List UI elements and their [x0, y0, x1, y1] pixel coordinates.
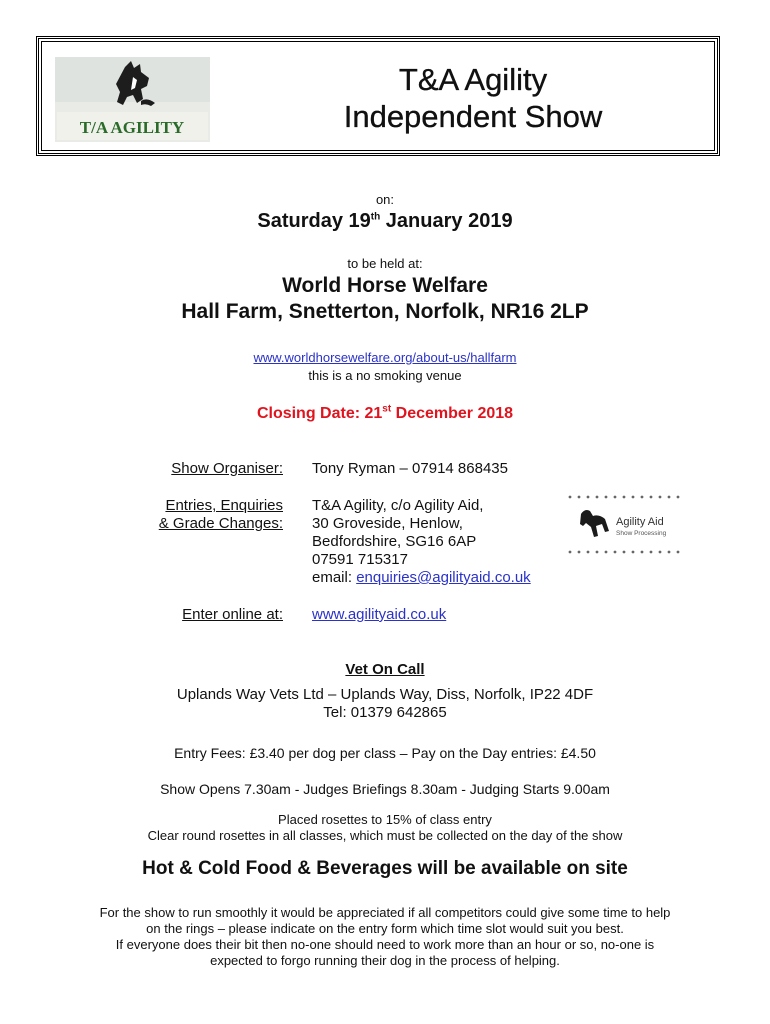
- show-title: [229, 61, 717, 135]
- entries-label-line-1: Entries, Enquiries: [165, 497, 283, 514]
- online-link-row[interactable]: [312, 606, 446, 624]
- closing-rest: December 2018: [391, 405, 514, 422]
- border-collie-logo-image: [55, 57, 210, 142]
- smoking-note: this is a no smoking venue: [308, 368, 462, 383]
- aa-logo-title: Agility Aid: [616, 516, 664, 528]
- date-day: Saturday 19: [257, 210, 371, 232]
- agility-aid-logo-image: [567, 494, 682, 556]
- date-suffix: th: [370, 211, 381, 223]
- aa-logo-subtitle: Show Processing: [616, 530, 667, 537]
- closing-date: [0, 405, 770, 423]
- rosettes-placed: Placed rosettes to 15% of class entry: [278, 812, 492, 827]
- title-line-2: Independent Show: [343, 99, 603, 134]
- venue-address: Hall Farm, Snetterton, Norfolk, NR16 2LP: [181, 300, 589, 323]
- venue-link[interactable]: [0, 350, 770, 365]
- entry-fees: Entry Fees: £3.40 per dog per class – Pay on the Day entries: £4.50: [174, 745, 596, 761]
- organiser-label: Show Organiser:: [171, 460, 283, 477]
- entries-line-1: T&A Agility, c/o Agility Aid,: [312, 497, 484, 514]
- food-notice: Hot & Cold Food & Beverages will be available on site: [142, 858, 628, 879]
- help-line-2: on the rings – please indicate on the entry form which time slot would suit you best.: [146, 921, 624, 936]
- closing-prefix: Closing Date: 21: [256, 405, 383, 422]
- online-url[interactable]: www.agilityaid.co.uk: [312, 606, 447, 623]
- entries-address: [312, 497, 531, 587]
- held-at-label: to be held at:: [347, 256, 423, 271]
- ta-agility-logo: [55, 57, 210, 142]
- entries-label-line-2: & Grade Changes:: [158, 515, 283, 532]
- entries-line-3: Bedfordshire, SG16 6AP: [312, 533, 477, 550]
- vet-phone: Tel: 01379 642865: [323, 704, 447, 721]
- title-line-1: T&A Agility: [398, 62, 548, 97]
- on-label: on:: [375, 192, 395, 207]
- organiser-value: Tony Ryman – 07914 868435: [312, 460, 508, 477]
- entries-label: [33, 497, 283, 533]
- closing-suffix: st: [382, 403, 392, 415]
- dog-icon: [580, 510, 609, 537]
- venue-name: World Horse Welfare: [282, 274, 488, 297]
- show-times: Show Opens 7.30am - Judges Briefings 8.30am - Judging Starts 9.00am: [160, 781, 610, 797]
- entries-email-row: [312, 569, 531, 587]
- help-line-1: For the show to run smoothly it would be appreciated if all competitors could give some time to help: [99, 905, 671, 920]
- help-line-4: expected to forgo running their dog in the process of helping.: [210, 953, 560, 968]
- logo-text: T/A AGILITY: [79, 118, 185, 137]
- show-date: [0, 210, 770, 233]
- vet-title: Vet On Call: [345, 661, 425, 678]
- header-box: [36, 36, 720, 156]
- venue: [0, 273, 770, 325]
- venue-url[interactable]: www.worldhorsewelfare.org/about-us/hallfarm: [253, 350, 517, 365]
- rosettes-clear: Clear round rosettes in all classes, which must be collected on the day of the show: [147, 828, 623, 843]
- email-prefix: email:: [312, 569, 357, 586]
- email-link[interactable]: enquiries@agilityaid.co.uk: [356, 569, 531, 586]
- entries-line-2: 30 Groveside, Henlow,: [312, 515, 463, 532]
- help-line-3: If everyone does their bit then no-one should need to work more than an hour or so, no-one is: [115, 937, 655, 952]
- agility-aid-logo: [567, 494, 682, 556]
- online-label: Enter online at:: [182, 606, 283, 623]
- vet-address: Uplands Way Vets Ltd – Uplands Way, Diss, Norfolk, IP22 4DF: [176, 686, 594, 703]
- entries-phone: 07591 715317: [312, 551, 408, 568]
- date-rest: January 2019: [380, 210, 513, 232]
